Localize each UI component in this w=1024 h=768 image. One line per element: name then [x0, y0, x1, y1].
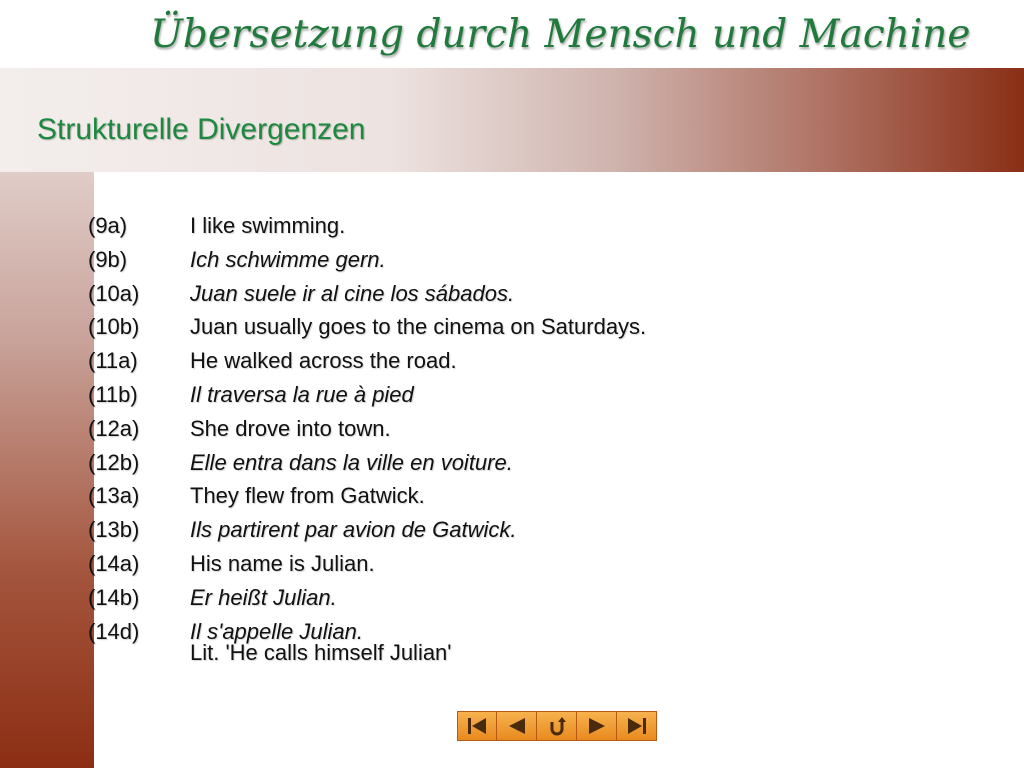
previous-slide-button[interactable] [497, 711, 537, 741]
example-note-row [88, 642, 788, 664]
example-text: Er heißt Julian. [190, 584, 337, 610]
example-text: Ils partirent par avion de Gatwick. [190, 517, 517, 543]
example-text: His name is Julian. [190, 550, 375, 576]
example-row [88, 412, 788, 446]
example-text: She drove into town. [190, 415, 391, 441]
example-text: I like swimming. [190, 213, 346, 238]
example-row [88, 243, 788, 277]
skip-to-first-icon [465, 716, 489, 736]
example-label: (13b) [88, 517, 140, 543]
example-row [88, 547, 788, 581]
first-slide-button[interactable] [457, 711, 497, 741]
example-label: (13a) [88, 483, 140, 509]
last-slide-button[interactable] [617, 711, 657, 741]
skip-to-last-icon [625, 716, 649, 736]
example-text: Il traversa la rue à pied [190, 381, 414, 407]
left-decorative-bar [0, 68, 94, 768]
arrow-right-icon [585, 716, 609, 736]
example-label: (14d) [88, 618, 140, 644]
example-row [88, 581, 788, 615]
example-label: (9a) [88, 213, 128, 238]
arrow-left-icon [505, 716, 529, 736]
example-label-spacer [88, 642, 190, 664]
example-note: Lit. 'He calls himself Julian' [190, 640, 452, 666]
slide-navigation [457, 711, 657, 741]
example-row [88, 209, 788, 243]
example-row [88, 277, 788, 311]
example-list [88, 209, 788, 664]
example-row [88, 513, 788, 547]
example-label: (9b) [88, 246, 128, 272]
example-row [88, 344, 788, 378]
example-label: (14b) [88, 584, 140, 610]
example-text: Il s'appelle Julian. [190, 618, 363, 644]
example-text: He walked across the road. [190, 348, 457, 374]
example-label: (11b) [88, 381, 138, 407]
example-label: (14a) [88, 550, 140, 576]
example-row [88, 479, 788, 513]
example-text: Juan suele ir al cine los sábados. [190, 280, 515, 306]
example-label: (10a) [88, 280, 140, 306]
example-row [88, 378, 788, 412]
next-slide-button[interactable] [577, 711, 617, 741]
example-label: (10b) [88, 314, 140, 340]
return-button[interactable] [537, 711, 577, 741]
example-label: (12b) [88, 449, 140, 475]
example-text: They flew from Gatwick. [190, 483, 425, 509]
example-text: Elle entra dans la ville en voiture. [190, 449, 513, 475]
section-title: Strukturelle Divergenzen [37, 113, 366, 146]
example-row [88, 446, 788, 480]
example-label: (12a) [88, 415, 140, 441]
example-label: (11a) [88, 348, 138, 374]
example-row [88, 310, 788, 344]
return-arrow-icon [545, 716, 569, 736]
example-text: Juan usually goes to the cinema on Saturdays. [190, 314, 647, 340]
site-title: Übersetzung durch Mensch und Machine [150, 12, 971, 57]
example-text: Ich schwimme gern. [190, 246, 386, 272]
